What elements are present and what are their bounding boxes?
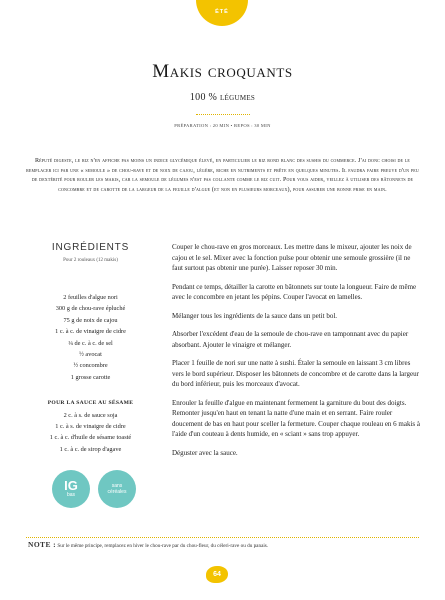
- intro-paragraph: Réputé digeste, le riz n'en affiche pas moins un indice glycémique élevé, en particulier le riz rond blanc des sushis du commerce. J'ai donc choisi de le remplacer ici par une « semoule » de chou-rave et de noix de cajou, légère, riche en nutriments et prête en quelques minutes. Il faudra faire preuve d'un peu de dextérité pour rouler les makis, car la semoule de légumes n'est pas collante comme le riz cuit. Pour vous aider, veillez à utiliser des bâtonnets de concombre et de carotte de la largeur de la feuille d'algue (et non en plusieurs morceaux), pour assurer une bonne prise en main.: [26, 158, 419, 193]
- step-paragraph: Mélanger tous les ingrédients de la sauce dans un petit bol.: [172, 311, 338, 320]
- step-paragraph: Absorber l'excédent d'eau de la semoule de chou-rave en tamponnant avec du papier absorbant. Ajouter le vinaigre et mélanger.: [172, 330, 409, 349]
- sauce-item: 2 c. à s. de sauce soja: [63, 412, 118, 419]
- step-paragraph: Pendant ce temps, détailler la carotte en bâtonnets sur toute la longueur. Faire de même avec le concombre en jetant les pépins. Couper l'avocat en lamelles.: [172, 282, 417, 301]
- sauce-item: 1 c. à c. de sirop d'agave: [59, 445, 122, 453]
- recipe-title: Makis croquants: [152, 61, 293, 82]
- note-label: NOTE :: [28, 540, 57, 549]
- low-gi-badge-small: bas: [66, 491, 76, 498]
- ingredient-item: 2 feuilles d'algue nori: [63, 294, 118, 301]
- step-paragraph: Enrouler la feuille d'algue en maintenant fermement la garniture du bout des doigts. Remonter jusqu'en haut en tenant la natte d'une main et en serrant. Faire rouler doucement de bas en haut pour sceller la fermeture. Couper chaque rouleau en 6 makis à l'aide d'un couteau à dents humide, en « sciant » sans trop appuyer.: [172, 398, 421, 438]
- ingredient-item: ¼ de c. à c. de sel: [68, 339, 113, 347]
- title-divider: [196, 114, 250, 115]
- recipe-note: [28, 541, 425, 550]
- step-paragraph: Placer 1 feuille de nori sur une natte à sushi. Étaler la semoule en laissant 3 cm libres vers le bord supérieur. Disposer les bâtonnets de concombre et de carotte dans la largeur du bord inférieur, puis les morceaux d'avocat.: [172, 359, 419, 388]
- recipe-subtitle: 100 % légumes: [189, 92, 256, 103]
- low-gi-badge: [52, 470, 90, 508]
- low-gi-badge-big: IG: [64, 477, 78, 493]
- step-paragraph: Déguster avec la sauce.: [172, 448, 238, 457]
- sauce-item: 1 c. à c. d'huile de sésame toasté: [49, 434, 132, 442]
- grain-free-badge-line1: sans: [111, 483, 123, 489]
- grain-free-badge-line2: céréales: [107, 489, 127, 495]
- ingredient-item: 1 grosse carotte: [70, 373, 111, 381]
- step-paragraph: Couper le chou-rave en gros morceaux. Les mettre dans le mixeur, ajouter les noix de cajou et le sel. Mixer avec la fonction pulse pour obtenir une semoule grossière (il ne faut surtout pas obtenir une purée). Laisser reposer 30 min.: [172, 243, 412, 272]
- ingredient-item: ½ concombre: [73, 362, 108, 370]
- sauce-heading: POUR LA SAUCE AU SÉSAME: [47, 400, 134, 406]
- ingredient-item: ½ avocat: [79, 351, 102, 359]
- prep-times: PRÉPARATION : 20 MIN • REPOS : 30 MIN: [174, 123, 271, 128]
- ingredient-item: 1 c. à c. de vinaigre de cidre: [55, 328, 126, 336]
- servings-text: Pour 2 rouleaux (12 makis): [63, 258, 118, 263]
- ingredient-item: 75 g de noix de cajou: [63, 316, 118, 324]
- ingredients-list: [18, 292, 163, 383]
- season-tab: [196, 0, 248, 26]
- note-text: Sur le même principe, remplacez en hiver le chou-rave par du chou-fleur, du céleri-rave ou du panais.: [57, 543, 269, 549]
- sauce-item: 1 c. à s. de vinaigre de cidre: [55, 423, 126, 431]
- ingredients-heading: INGRÉDIENTS: [51, 242, 130, 253]
- grain-free-badge: [98, 470, 136, 508]
- page-number: 64: [206, 566, 228, 583]
- sauce-list: [18, 410, 163, 455]
- season-label: ÉTÉ: [215, 8, 229, 15]
- note-divider: [26, 537, 419, 538]
- recipe-steps: [172, 242, 422, 466]
- ingredient-item: 300 g de chou-rave épluché: [55, 305, 126, 313]
